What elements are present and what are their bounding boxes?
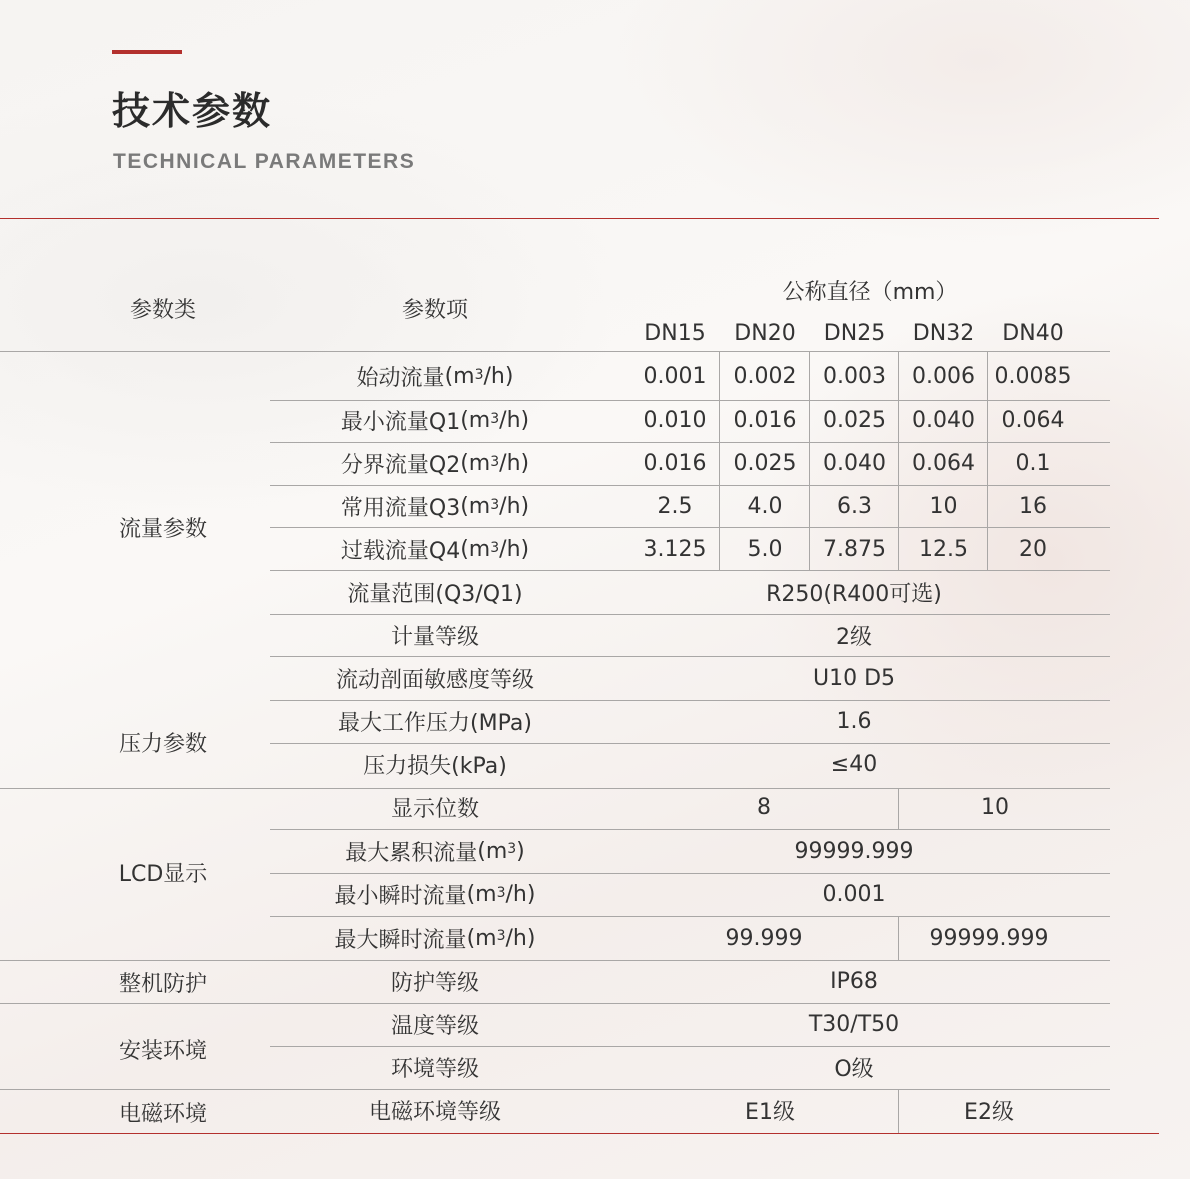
category-pressure: 压力参数: [118, 731, 207, 757]
value-cell: 0.1: [1015, 451, 1051, 476]
value-cell: 0.0085: [994, 364, 1072, 389]
title-accent-bar: [112, 50, 182, 54]
value-cell: 7.875: [823, 537, 886, 562]
value-cell: 16: [1019, 494, 1047, 519]
row-label-q2: 分界流量Q2 (m $^3$ /h): [340, 451, 530, 478]
row-label-range: 流量范围(Q3/Q1): [347, 582, 523, 607]
value-cell: 10: [981, 795, 1009, 820]
header-dn25: DN25: [823, 320, 886, 346]
value-cell: 0.040: [912, 408, 975, 433]
row-label-digits: 显示位数: [390, 797, 479, 822]
value-cell: T30/T50: [808, 1012, 900, 1037]
value-cell: O级: [834, 1057, 874, 1082]
header-category: 参数类: [129, 297, 196, 323]
rule: [0, 351, 1110, 352]
row-label-emc: 电磁环境等级: [368, 1100, 501, 1125]
category-protection: 整机防护: [118, 971, 207, 997]
value-cell: 99999.999: [929, 925, 1049, 951]
row-label-q1: 最小流量Q1 (m $^3$ /h): [340, 408, 530, 435]
value-cell: R250(R400可选): [766, 582, 942, 607]
value-cell: 99.999: [725, 925, 803, 951]
category-lcd: LCD显示: [118, 861, 208, 887]
header-diameter: 公称直径（mm）: [782, 279, 958, 305]
value-cell: 10: [929, 494, 958, 519]
row-label-sensitivity: 流动剖面敏感度等级: [335, 668, 534, 693]
value-cell: E2级: [964, 1100, 1014, 1125]
header-dn40: DN40: [1002, 320, 1064, 346]
value-cell: 5.0: [747, 537, 783, 562]
row-label-pressure-loss: 压力损失(kPa): [363, 754, 507, 779]
value-cell: 3.125: [643, 537, 707, 562]
row-label-q4: 过载流量Q4 (m $^3$ /h): [340, 537, 530, 564]
value-cell: 8: [757, 795, 771, 820]
value-cell: 0.064: [912, 451, 975, 476]
value-cell: 0.016: [643, 451, 707, 476]
value-cell: 0.001: [822, 882, 886, 907]
row-label-start-flow: 始动流量 (m $^3$ /h): [356, 364, 514, 391]
row-label-accuracy: 计量等级: [390, 625, 479, 650]
page-subtitle: TECHNICAL PARAMETERS: [113, 150, 416, 173]
value-cell: U10 D5: [812, 666, 896, 691]
value-cell: 2.5: [657, 494, 693, 519]
value-cell: 0.001: [643, 364, 707, 389]
category-install: 安装环境: [118, 1038, 207, 1064]
value-cell: 12.5: [919, 537, 968, 562]
value-cell: 0.010: [643, 408, 707, 433]
row-label-max-total: 最大累积流量 (m $^3$ ): [345, 838, 525, 866]
value-cell: 0.064: [1001, 408, 1065, 433]
row-label-min-instant: 最小瞬时流量 (m $^3$ /h): [334, 882, 536, 909]
value-cell: 0.025: [823, 408, 886, 433]
value-cell: 20: [1019, 537, 1047, 562]
value-cell: ≤40: [830, 752, 878, 777]
value-cell: 0.040: [823, 451, 886, 476]
category-emc: 电磁环境: [118, 1101, 207, 1127]
page-title: 技术参数: [112, 89, 273, 133]
header-dn20: DN20: [734, 320, 796, 346]
header-divider: [0, 218, 1159, 219]
header-dn32: DN32: [912, 320, 975, 346]
value-cell: 0.025: [733, 451, 797, 476]
row-label-q3: 常用流量Q3 (m $^3$ /h): [340, 494, 530, 521]
value-cell: 4.0: [747, 494, 783, 519]
value-cell: 0.016: [733, 408, 797, 433]
value-cell: 0.002: [733, 364, 797, 389]
value-cell: 6.3: [837, 494, 872, 519]
row-label-max-instant: 最大瞬时流量 (m $^3$ /h): [334, 925, 536, 953]
value-cell: 0.006: [912, 364, 975, 389]
value-cell: 1.6: [836, 709, 872, 734]
value-cell: 99999.999: [794, 838, 914, 864]
header-dn15: DN15: [644, 320, 706, 346]
category-flow: 流量参数: [118, 516, 207, 542]
header-item: 参数项: [401, 297, 468, 323]
row-label-max-pressure: 最大工作压力(MPa): [338, 711, 532, 736]
row-label-ip: 防护等级: [390, 971, 479, 996]
value-cell: E1级: [745, 1100, 795, 1125]
row-label-environment: 环境等级: [390, 1057, 479, 1082]
value-cell: 2级: [836, 625, 872, 650]
row-label-temperature: 温度等级: [390, 1014, 479, 1039]
value-cell: IP68: [830, 969, 878, 994]
value-cell: 0.003: [823, 364, 886, 389]
